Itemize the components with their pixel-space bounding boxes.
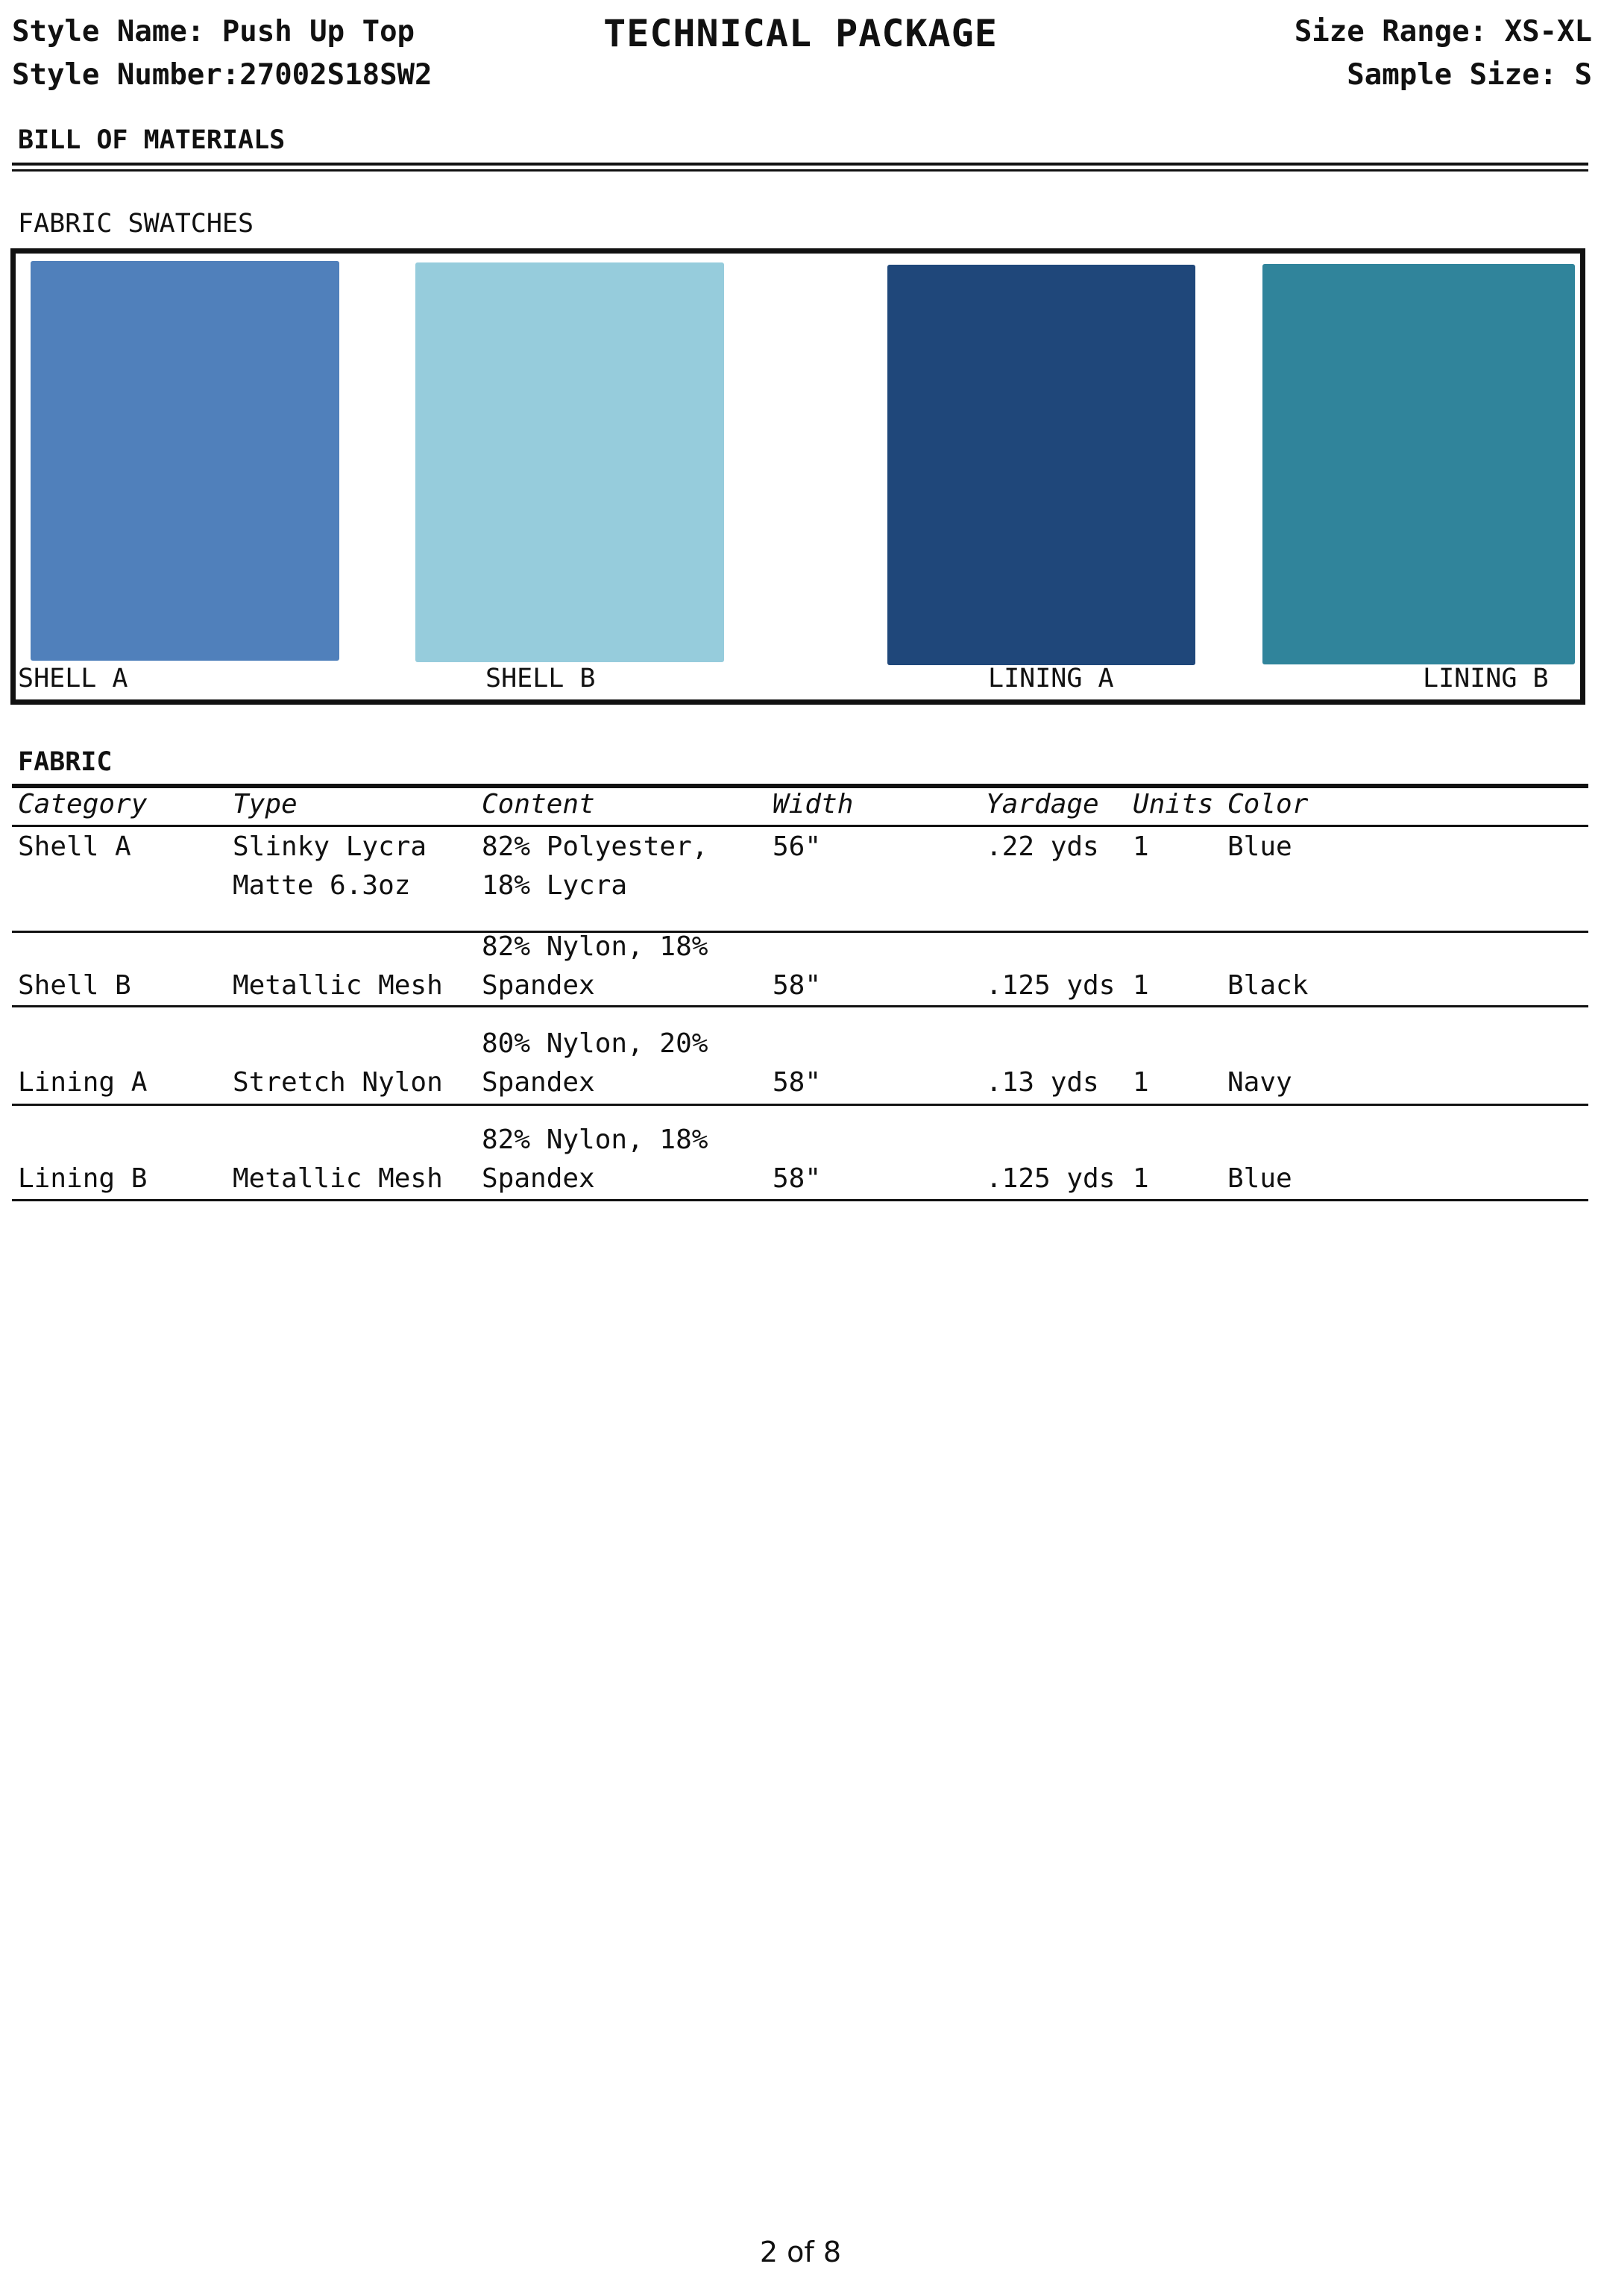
cell-units: 1	[1133, 831, 1149, 862]
col-units: Units	[1133, 789, 1214, 820]
cell-yardage: .125 yds	[986, 970, 1116, 1001]
cell-type: Metallic Mesh	[233, 1163, 443, 1194]
cell-color: Blue	[1227, 1163, 1292, 1194]
row-rule	[12, 1005, 1588, 1007]
row-rule	[12, 931, 1588, 933]
cell-content: 82% Nylon, 18%	[482, 931, 708, 962]
col-width: Width	[773, 789, 854, 820]
col-type: Type	[233, 789, 298, 820]
double-rule-bottom	[12, 169, 1588, 172]
fabric-top-rule	[12, 784, 1588, 788]
cell-content: 82% Nylon, 18%	[482, 1125, 708, 1155]
cell-type-line2: Matte 6.3oz	[233, 870, 411, 901]
page-title: TECHNICAL PACKAGE	[603, 12, 998, 55]
swatch-label-shell-b: SHELL B	[485, 664, 596, 693]
cell-category: Lining A	[18, 1067, 148, 1098]
swatch-lining-a	[887, 265, 1195, 665]
cell-color: Blue	[1227, 831, 1292, 862]
cell-yardage: .125 yds	[986, 1163, 1116, 1194]
page-number: 2 of 8	[759, 2236, 842, 2268]
style-name: Style Name: Push Up Top	[12, 15, 415, 48]
bom-heading: BILL OF MATERIALS	[18, 125, 286, 155]
cell-units: 1	[1133, 970, 1149, 1001]
swatches-heading: FABRIC SWATCHES	[18, 209, 254, 239]
style-number: Style Number:27002S18SW2	[12, 58, 433, 92]
cell-type: Slinky Lycra	[233, 831, 427, 862]
col-content: Content	[482, 789, 595, 820]
cell-color: Black	[1227, 970, 1309, 1001]
swatch-lining-b	[1262, 264, 1575, 664]
cell-yardage: .13 yds	[986, 1067, 1099, 1098]
cell-content-line2: Spandex	[482, 1163, 595, 1194]
cell-width: 58"	[773, 1067, 822, 1098]
cell-category: Lining B	[18, 1163, 148, 1194]
swatch-shell-b	[415, 262, 724, 662]
cell-yardage: .22 yds	[986, 831, 1099, 862]
cell-width: 58"	[773, 970, 822, 1001]
cell-units: 1	[1133, 1163, 1149, 1194]
size-range: Size Range: XS-XL	[1294, 15, 1592, 48]
col-category: Category	[18, 789, 148, 820]
cell-width: 56"	[773, 831, 822, 862]
row-rule	[12, 1199, 1588, 1201]
cell-width: 58"	[773, 1163, 822, 1194]
col-yardage: Yardage	[986, 789, 1099, 820]
cell-content-line2: Spandex	[482, 1067, 595, 1098]
row-rule	[12, 1104, 1588, 1106]
double-rule-top	[12, 163, 1588, 166]
header-rule	[12, 825, 1588, 827]
cell-content-line2: Spandex	[482, 970, 595, 1001]
cell-content: 82% Polyester,	[482, 831, 708, 862]
col-color: Color	[1227, 789, 1309, 820]
cell-category: Shell B	[18, 970, 131, 1001]
size-info	[1295, 10, 1592, 97]
cell-type: Metallic Mesh	[233, 970, 443, 1001]
swatch-label-shell-a: SHELL A	[18, 664, 128, 693]
sample-size: Sample Size: S	[1347, 58, 1592, 92]
cell-units: 1	[1133, 1067, 1149, 1098]
swatch-label-lining-a: LINING A	[988, 664, 1114, 693]
cell-type: Stretch Nylon	[233, 1067, 443, 1098]
cell-content-line2: 18% Lycra	[482, 870, 628, 901]
cell-content: 80% Nylon, 20%	[482, 1028, 708, 1059]
swatch-label-lining-b: LINING B	[1423, 664, 1549, 693]
fabric-heading: FABRIC	[18, 747, 113, 777]
swatch-shell-a	[31, 261, 339, 661]
cell-category: Shell A	[18, 831, 131, 862]
cell-color: Navy	[1227, 1067, 1292, 1098]
